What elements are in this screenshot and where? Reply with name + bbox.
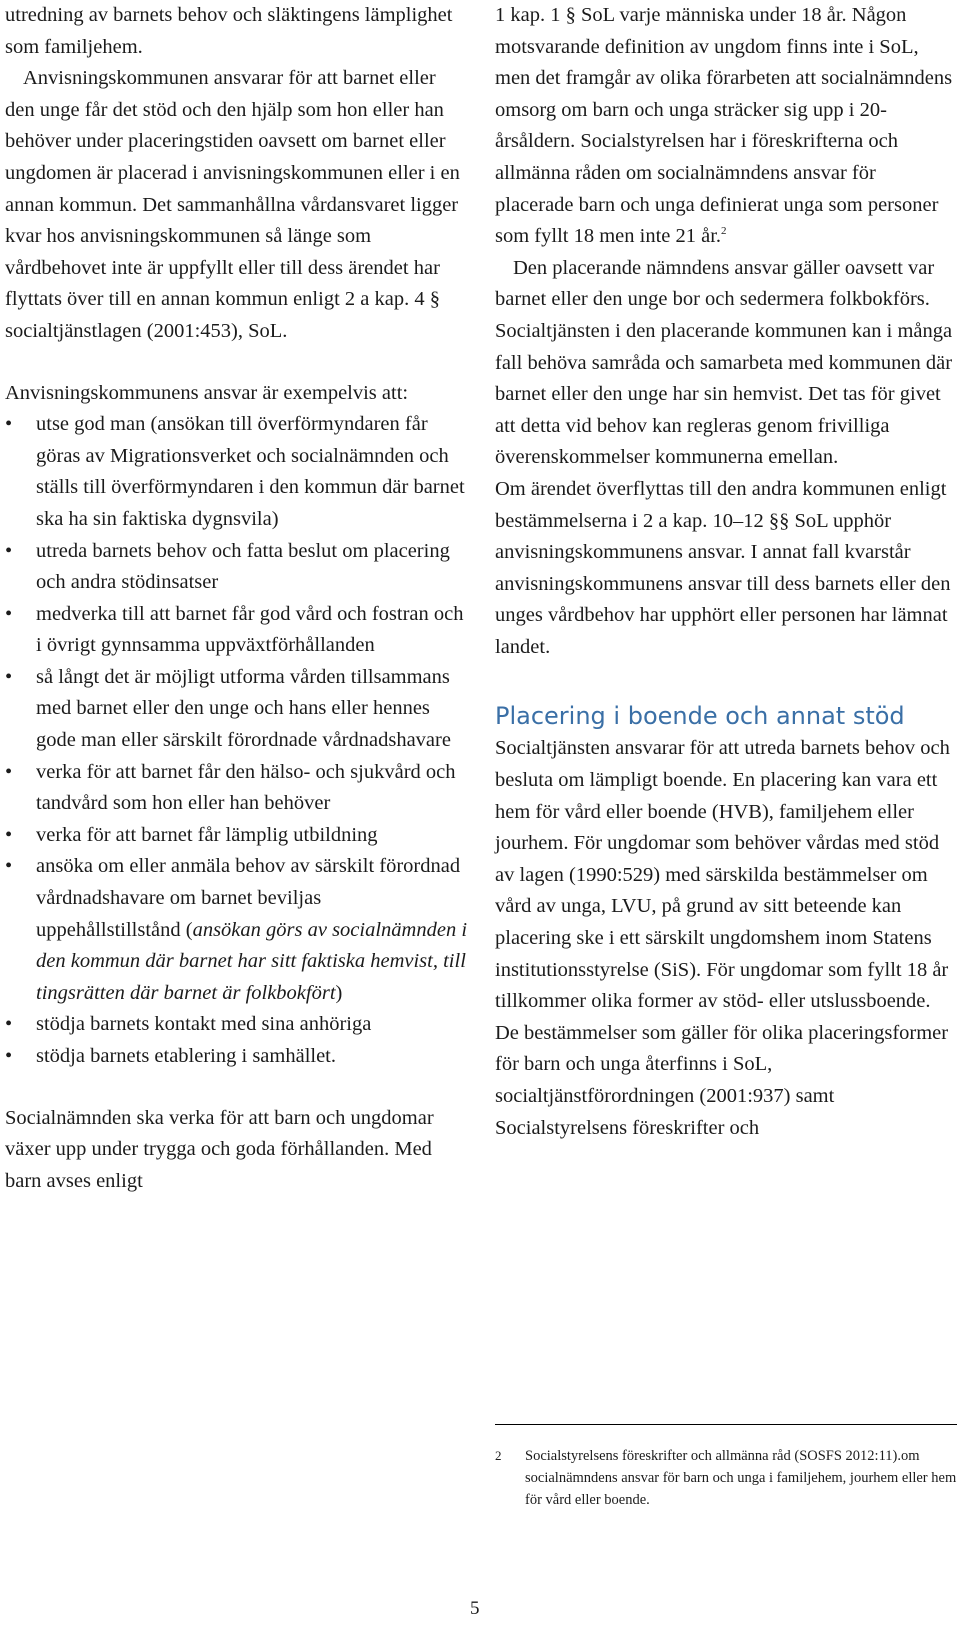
footnote-text: Socialstyrelsens föreskrifter och allmänna råd (SOSFS 2012:11).om socialnämndens ansvar för barn och unga i familjehem, jourhem eller hem för vård eller boende.	[525, 1448, 957, 1508]
footnote-number: 2	[495, 1448, 502, 1463]
section-heading: Placering i boende och annat stöd	[495, 702, 905, 731]
footnote	[495, 1445, 957, 1511]
right-column	[495, 0, 957, 1144]
left-paragraph-2: Anvisningskommunen ansvarar för att barnet eller den unge får det stöd och den hjälp som hon eller han behöver under placeringstiden oavsett om barnet eller ungdomen är placerad i anvisningskommunen eller i en annan kommun. Det sammanhållna vårdansvaret ligger kvar hos anvisningskommunen så länge som vårdbehovet inte är uppfyllt eller till dess ärendet har flyttats över till en annan kommun enligt 2 a kap. 4 § socialtjänstlagen (2001:453), SoL.	[5, 67, 460, 342]
right-paragraph-4: Socialtjänsten ansvarar för att utreda barnets behov och besluta om lämpligt boende. En placering kan vara ett hem för vård eller boende (HVB), familjehem eller jourhem. För ungdomar som behöver vårdas med stöd av lagen (1990:529) med särskilda bestämmelser om vård av unga, LVU, på grund av sitt beteende kan placering ske i ett särskilt ungdomshem inom Statens institutionsstyrelse (SiS). För ungdomar som fyllt 18 år tillkommer olika former av stöd- eller utslussboende. De bestämmelser som gäller för olika placeringsformer för barn och unga återfinns i SoL, socialtjänstförordningen (2001:937) samt Socialstyrelsens föreskrifter och	[495, 737, 950, 1139]
right-paragraph-1	[495, 0, 957, 253]
footnote-reference: 2	[721, 225, 727, 238]
left-paragraph-1: utredning av barnets behov och släktingens lämplighet som familjehem.	[5, 4, 453, 58]
list-item: • stödja barnets etablering i samhället.	[5, 1041, 468, 1073]
list-item-text-end: )	[335, 981, 343, 1004]
left-column	[5, 0, 468, 1197]
list-item	[5, 851, 468, 1009]
left-paragraph-3: Anvisningskommunens ansvar är exempelvis att:	[5, 381, 409, 404]
list-item: • medverka till att barnet får god vård och fostran och i övrigt gynnsamma uppväxtförhållanden	[5, 599, 468, 662]
footnote-divider	[495, 1424, 957, 1425]
list-item: • verka för att barnet får lämplig utbildning	[5, 820, 468, 852]
list-item: • stödja barnets kontakt med sina anhöriga	[5, 1009, 468, 1041]
right-paragraph-1-text: 1 kap. 1 § SoL varje människa under 18 år. Någon motsvarande definition av ungdom finns inte i SoL, men det framgår av olika förarbeten att socialnämndens omsorg om barn och unga sträcker sig upp i 20-årsåldern. Socialstyrelsen har i föreskrifterna och allmänna råden om socialnämndens ansvar för placerade barn och unga definierat unga som personer som fyllt 18 men inte 21 år.	[495, 4, 953, 248]
list-item-italic-text: ansökan görs av socialnämnden i den kommun där barnet har sitt faktiska hemvist, till tingsrätten där barnet är folkbokfört	[36, 918, 468, 1004]
right-paragraph-2: Den placerande nämndens ansvar gäller oavsett var barnet eller den unge bor och sedermera folkbokförs. Socialtjänsten i den placerande kommunen kan i många fall behöva samråda och samarbeta med kommunen där barnet eller den unge har sin hemvist. Det tas för givet att detta vid behov kan regleras genom frivilliga överenskommelser kommunerna emellan.	[495, 256, 953, 469]
list-item-text: ansöka om eller anmäla behov av särskilt förordnad vårdnadshavare om barnet beviljas uppehållstillstånd (	[36, 855, 461, 941]
page-number: 5	[470, 1598, 480, 1619]
right-paragraph-3: Om ärendet överflyttas till den andra kommunen enligt bestämmelserna i 2 a kap. 10–12 §§ SoL upphör anvisningskommunens ansvar. I annat fall kvarstår anvisningskommunens ansvar till dess barnets eller den unges vårdbehov har upphört eller personen har lämnat landet.	[495, 477, 951, 658]
list-item: • utse god man (ansökan till överförmyndaren får göras av Migrationsverket och socialnämnden och ställs till överförmyndaren i den kommun där barnet ska ha sin faktiska dygnsvila)	[5, 409, 468, 535]
list-item: • utreda barnets behov och fatta beslut om placering och andra stödinsatser	[5, 536, 468, 599]
left-paragraph-4: Socialnämnden ska verka för att barn och ungdomar växer upp under trygga och goda förhållanden. Med barn avses enligt	[5, 1106, 434, 1192]
list-item: • verka för att barnet får den hälso- och sjukvård och tandvård som hon eller han behöver	[5, 757, 468, 820]
responsibility-list	[5, 409, 468, 1072]
list-item: • så långt det är möjligt utforma vården tillsammans med barnet eller den unge och hans eller hennes gode man eller särskilt förordnade vårdnadshavare	[5, 662, 468, 757]
